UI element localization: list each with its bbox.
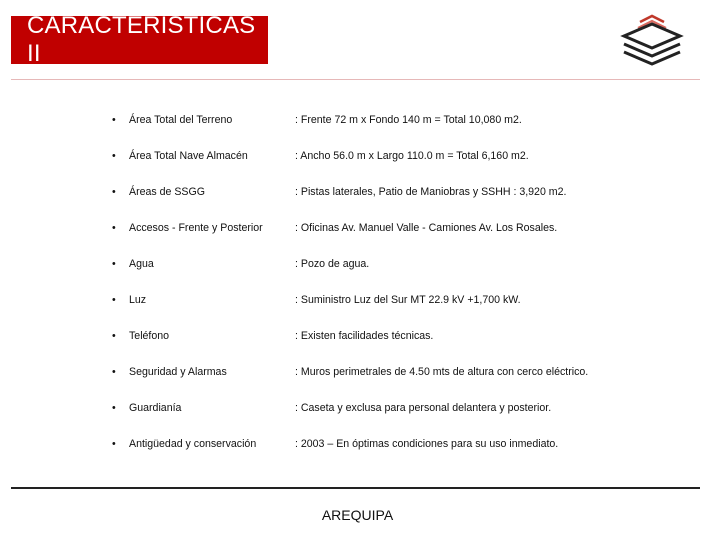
item-value: : Existen facilidades técnicas. [295, 330, 434, 342]
footer-location: AREQUIPA [321, 507, 394, 523]
header-divider [11, 79, 700, 80]
item-label: Teléfono [129, 330, 170, 342]
item-label: Accesos - Frente y Posterior [129, 222, 263, 234]
bullet: • [112, 150, 116, 162]
list-item [112, 290, 692, 326]
bullet: • [112, 330, 116, 342]
bullet: • [112, 222, 116, 234]
item-label: Guardianía [129, 402, 182, 414]
stacked-chevron-logo-icon [620, 8, 684, 72]
list-item [112, 110, 692, 146]
list-item [112, 218, 692, 254]
item-label: Antigüedad y conservación [129, 438, 257, 450]
page-title: CARACTERISTICAS II [27, 12, 256, 67]
list-item [112, 182, 692, 218]
item-label: Área Total Nave Almacén [129, 150, 248, 162]
item-label: Área Total del Terreno [129, 114, 233, 126]
item-value: : Muros perimetrales de 4.50 mts de altura con cerco eléctrico. [295, 366, 589, 378]
list-item [112, 398, 692, 434]
bullet: • [112, 438, 116, 450]
item-label: Áreas de SSGG [129, 186, 205, 198]
title-banner [11, 12, 268, 67]
item-value: : Pozo de agua. [295, 258, 370, 270]
item-value: : Oficinas Av. Manuel Valle - Camiones Av. Los Rosales. [295, 222, 558, 234]
list-item [112, 254, 692, 290]
bullet: • [112, 258, 116, 270]
item-value: : Frente 72 m x Fondo 140 m = Total 10,080 m2. [295, 114, 522, 126]
list-item [112, 434, 692, 470]
bullet: • [112, 366, 116, 378]
item-value: : Pistas laterales, Patio de Maniobras y SSHH : 3,920 m2. [295, 186, 567, 198]
item-label: Agua [129, 258, 154, 270]
item-label: Luz [129, 294, 147, 306]
list-item [112, 362, 692, 398]
bullet: • [112, 294, 116, 306]
item-label: Seguridad y Alarmas [129, 366, 227, 378]
list-item [112, 146, 692, 182]
bullet: • [112, 186, 116, 198]
item-value: : Ancho 56.0 m x Largo 110.0 m = Total 6,160 m2. [295, 150, 529, 162]
footer-divider [11, 487, 700, 489]
characteristics-list [112, 110, 692, 470]
bullet: • [112, 114, 116, 126]
list-item [112, 326, 692, 362]
item-value: : Suministro Luz del Sur MT 22.9 kV +1,700 kW. [295, 294, 521, 306]
bullet: • [112, 402, 116, 414]
item-value: : Caseta y exclusa para personal delantera y posterior. [295, 402, 552, 414]
item-value: : 2003 – En óptimas condiciones para su uso inmediato. [295, 438, 559, 450]
